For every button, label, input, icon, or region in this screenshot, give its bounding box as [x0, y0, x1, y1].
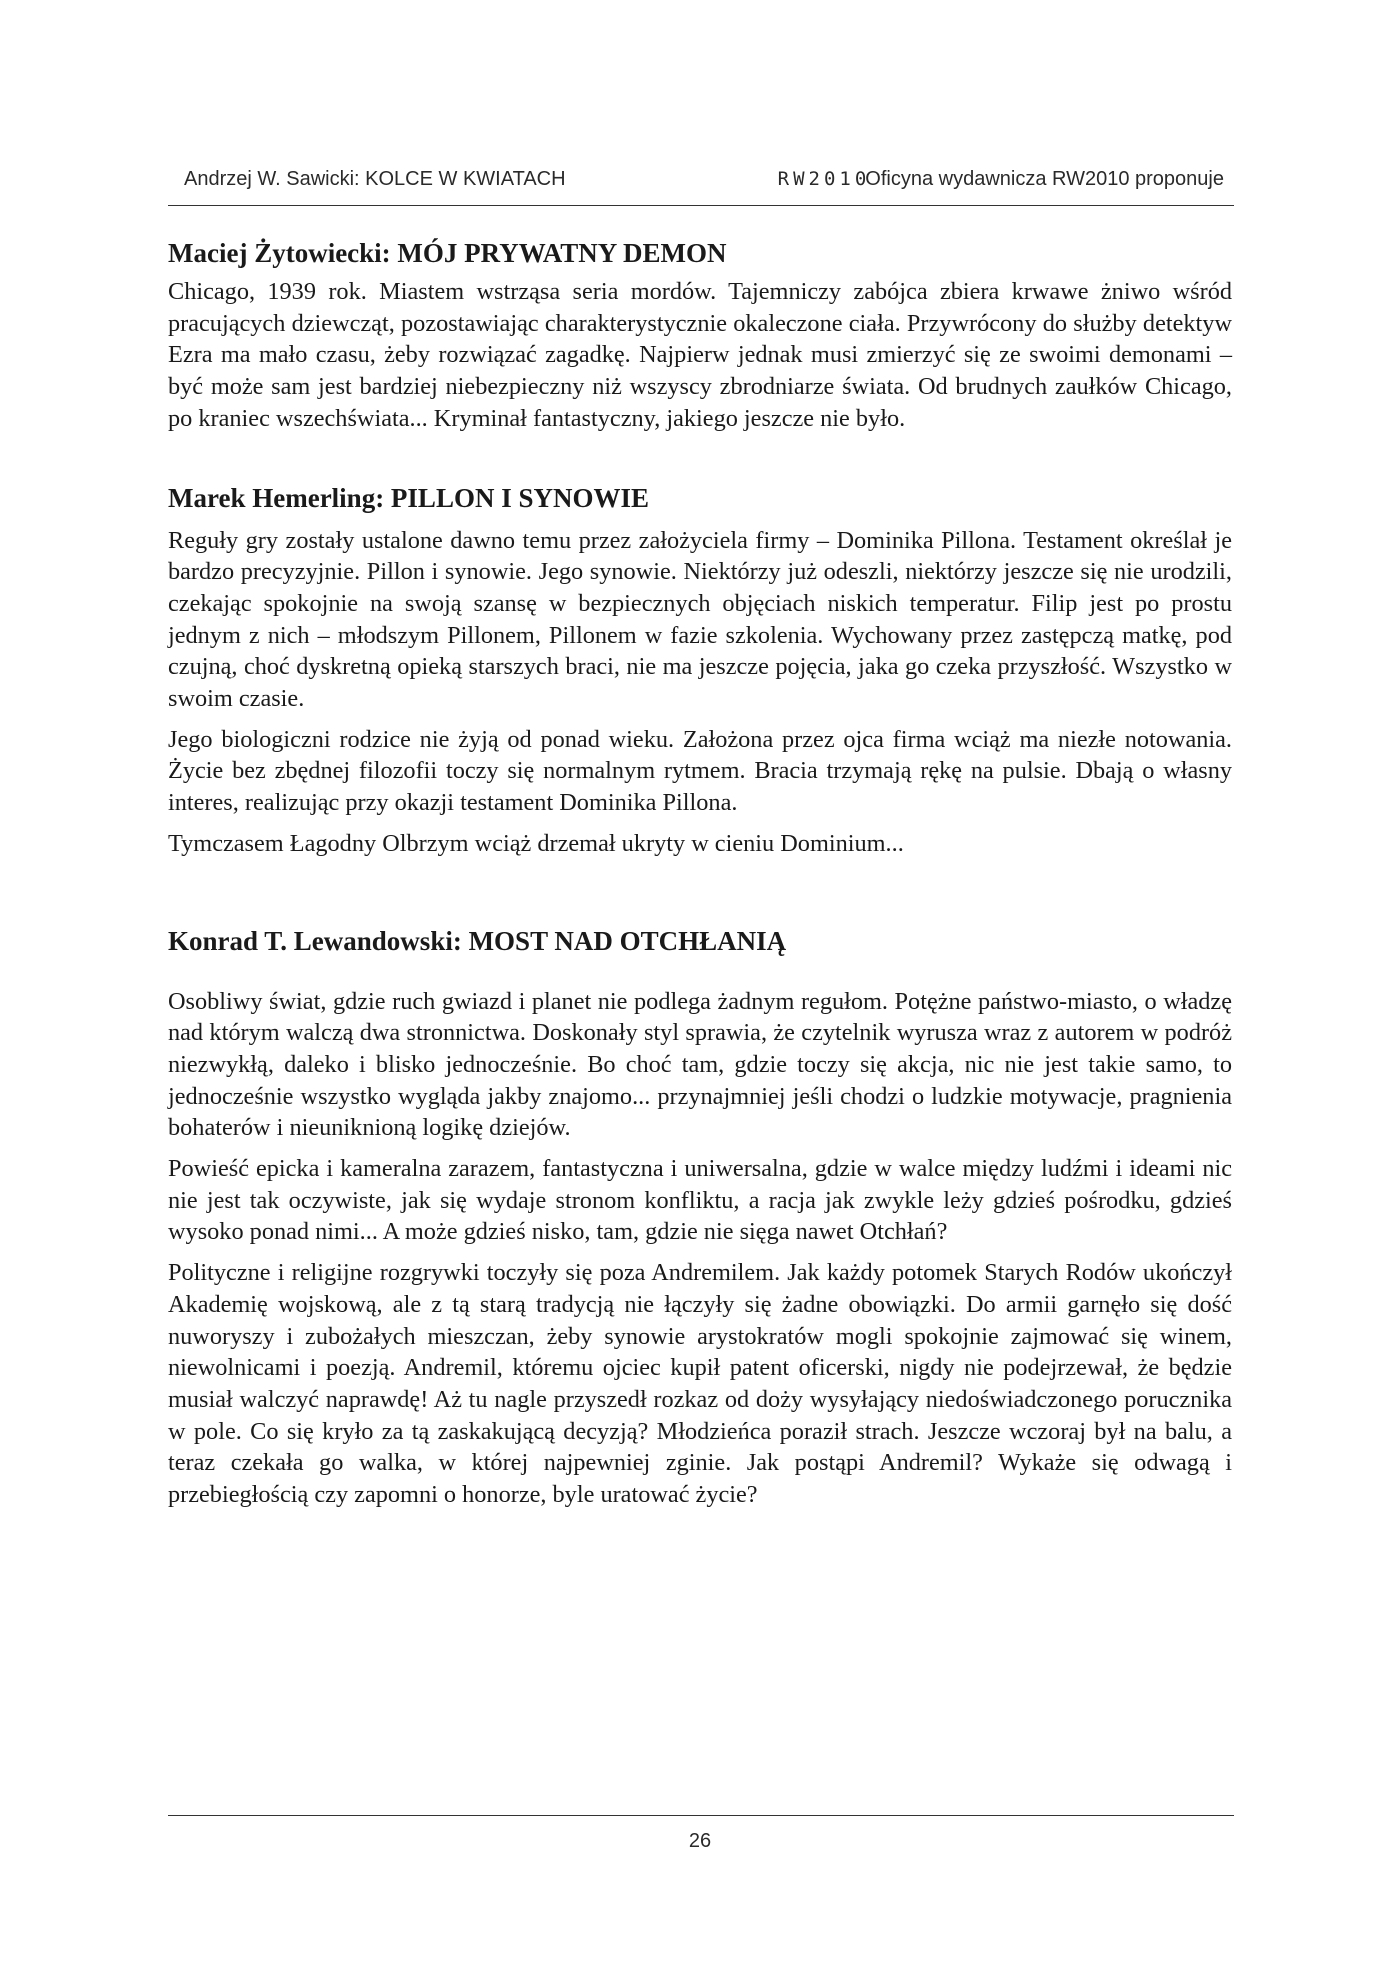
footer-rule — [168, 1815, 1234, 1816]
section-paragraph: Jego biologiczni rodzice nie żyją od ponad wieku. Założona przez ojca firma wciąż ma niezłe notowania. Życie bez zbędnej filozofii toczy się normalnym rytmem. Bracia trzymają rękę na pulsie. Dbają o własny interes, realizując przy okazji testament Dominika Pillona. — [168, 725, 1232, 817]
section-title: Konrad T. Lewandowski: MOST NAD OTCHŁANIĄ — [168, 925, 787, 956]
book-section-moj-prywatny-demon — [168, 236, 1232, 435]
section-title: Maciej Żytowiecki: MÓJ PRYWATNY DEMON — [168, 238, 727, 268]
section-paragraph: Tymczasem Łagodny Olbrzym wciąż drzemał ukryty w cieniu Dominium... — [168, 829, 904, 857]
header-publisher-note: Oficyna wydawnicza RW2010 proponuje — [865, 168, 1224, 190]
section-paragraph: Osobliwy świat, gdzie ruch gwiazd i planet nie podlega żadnym regułom. Potężne państwo-miasto, o władzę nad którym walczą dwa stronnictwa. Doskonały styl sprawia, że czytelnik wyrusza wraz z autorem w podróż niezwykłą, daleko i blisko jednocześnie. Bo choć tam, gdzie toczy się akcja, nic nie jest takie samo, to jednocześnie wszystko wygląda jakby znajomo... przynajmniej jeśli chodzi o ludzkie motywacje, pragnienia bohaterów i nieuniknioną logikę dziejów. — [168, 987, 1232, 1142]
page-content — [168, 236, 1232, 1511]
section-paragraph: Polityczne i religijne rozgrywki toczyły się poza Andremilem. Jak każdy potomek Starych Rodów ukończył Akademię wojskową, ale z tą starą tradycją nie łączyły się żadne obowiązki. Do armii garnęło się dość nuworyszy i zubożałych mieszczan, żeby synowie arystokratów mogli spokojnie zajmować się winem, niewolnicami i poezją. Andremil, któremu ojciec kupił patent oficerski, nigdy nie podejrzewał, że będzie musiał walczyć naprawdę! Aż tu nagle przyszedł rozkaz od doży wysyłający niedoświadczonego porucznika w pole. Co się kryło za tą zaskakującą decyzją? Młodzieńca poraził strach. Jeszcze wczoraj był na balu, a teraz czekała go walka, w której najpewniej zginie. Jak postąpi Andremil? Wykaże się odwagą i przebiegłością czy zapomni o honorze, byle uratować życie? — [168, 1259, 1232, 1509]
header-publisher-logo: RW2010 — [777, 168, 871, 190]
page-number: 26 — [688, 1830, 712, 1852]
section-paragraph: Reguły gry zostały ustalone dawno temu przez założyciela firmy – Dominika Pillona. Testament określał je bardzo precyzyjnie. Pillon i synowie. Jego synowie. Niektórzy już odeszli, niektórzy jeszcze się nie urodzili, czekając spokojnie na swoją szansę w bezpiecznych objęciach niskich temperatur. Filip jest po prostu jednym z nich – młodszym Pillonem, Pillonem w fazie szkolenia. Wychowany przez zastępczą matkę, pod czujną, choć dyskretną opieką starszych braci, nie ma jeszcze pojęcia, jaka go czeka przyszłość. Wszystko w swoim czasie. — [168, 526, 1232, 713]
section-paragraph: Powieść epicka i kameralna zarazem, fantastyczna i uniwersalna, gdzie w walce między ludźmi i ideami nic nie jest tak oczywiste, jak się wydaje stronom konfliktu, a racja jak zwykle leży gdzieś pośrodku, gdzieś wysoko ponad nimi... A może gdzieś nisko, tam, gdzie nie sięga nawet Otchłań? — [168, 1155, 1232, 1246]
header-book-title: Andrzej W. Sawicki: KOLCE W KWIATACH — [184, 168, 566, 190]
section-title: Marek Hemerling: PILLON I SYNOWIE — [168, 482, 649, 513]
book-section-most-nad-otchlania — [168, 924, 1232, 1511]
running-header — [168, 162, 1234, 196]
header-rule — [168, 205, 1234, 206]
section-paragraph: Chicago, 1939 rok. Miastem wstrząsa seria mordów. Tajemniczy zabójca zbiera krwawe żniwo wśród pracujących dziewcząt, pozostawiając charakterystycznie okaleczone ciała. Przywrócony do służby detektyw Ezra ma mało czasu, żeby rozwiązać zagadkę. Najpierw jednak musi zmierzyć się ze swoimi demonami – być może sam jest bardziej niebezpieczny niż wszyscy zbrodniarze świata. Od brudnych zaułków Chicago, po kraniec wszechświata... Kryminał fantastyczny, jakiego jeszcze nie było. — [168, 278, 1232, 432]
book-section-pillon-i-synowie — [168, 481, 1232, 860]
